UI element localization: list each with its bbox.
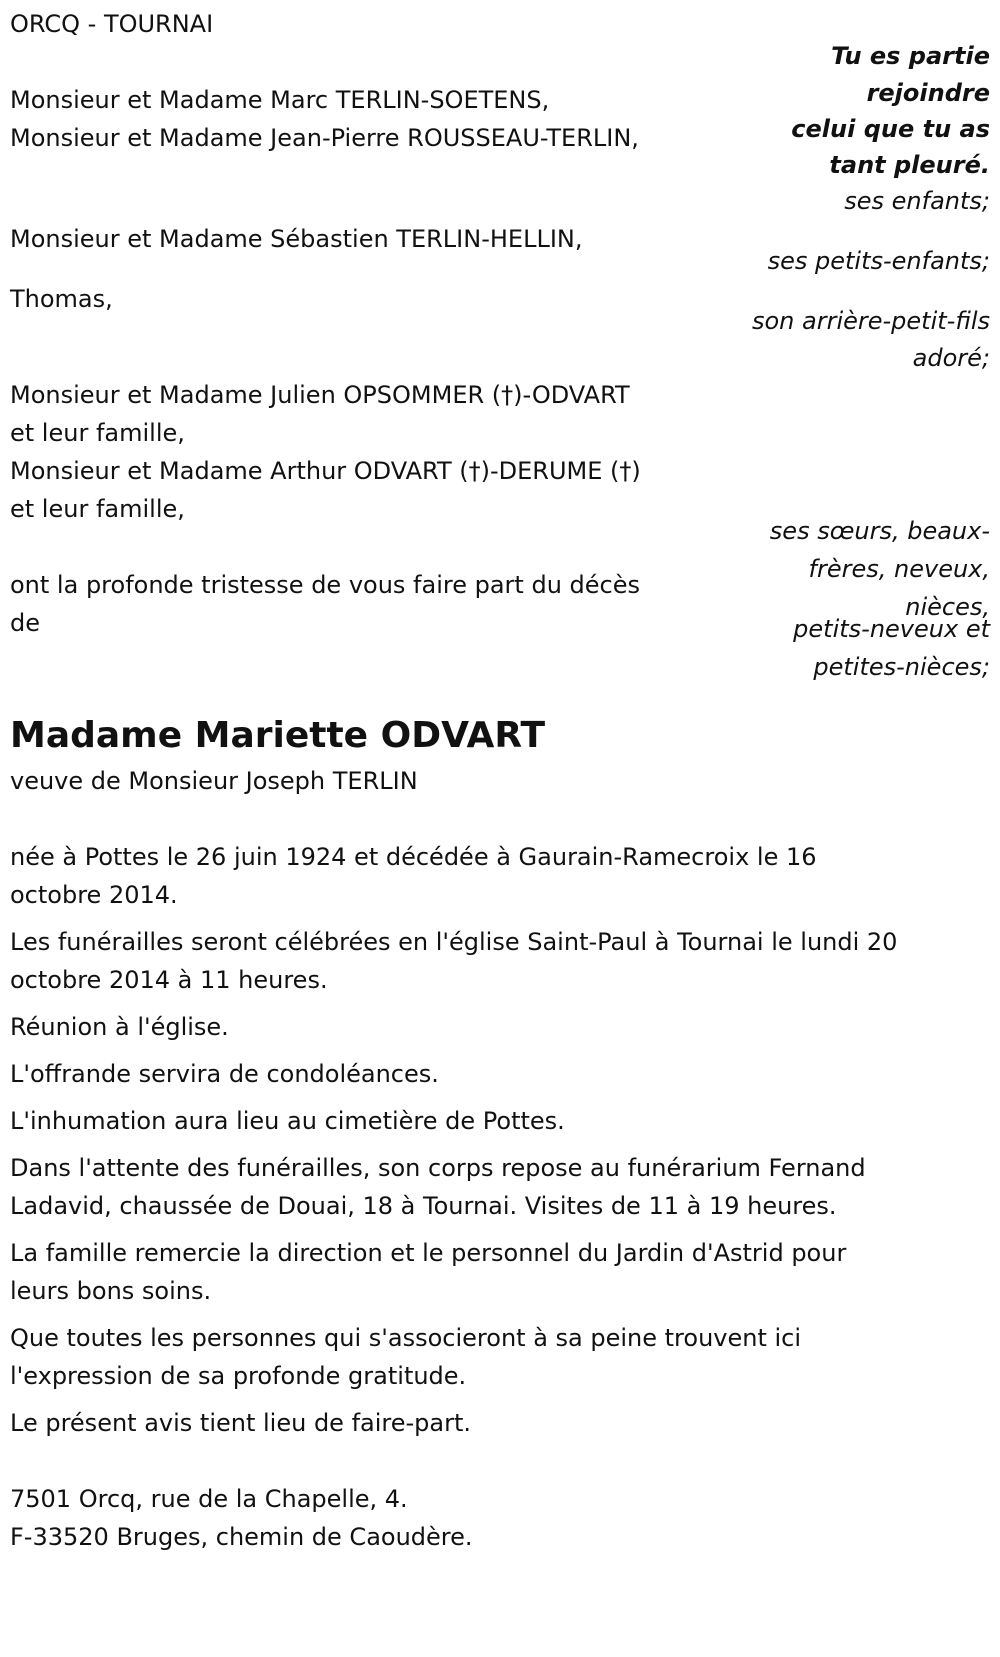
family-grandchildren: Monsieur et Madame Sébastien TERLIN-HELLIN, (10, 225, 583, 253)
announcement-line-2: de (10, 609, 40, 637)
address-1: 7501 Orcq, rue de la Chapelle, 4. (10, 1485, 408, 1513)
widow-of: veuve de Monsieur Joseph TERLIN (10, 767, 418, 795)
family-children-line-2: Monsieur et Madame Jean-Pierre ROUSSEAU-TERLIN, (10, 124, 639, 152)
burial-info: L'inhumation aura lieu au cimetière de Pottes. (10, 1107, 565, 1135)
family-siblings-2-line-1: Monsieur et Madame Arthur ODVART (†)-DERUME (†) (10, 457, 641, 485)
announcement-line-1: ont la profonde tristesse de vous faire part du décès (10, 571, 640, 599)
thanks-line-1: La famille remercie la direction et le personnel du Jardin d'Astrid pour (10, 1239, 847, 1267)
thanks-line-2: leurs bons soins. (10, 1277, 212, 1305)
rest-line-1: Dans l'attente des funérailles, son corps repose au funérarium Fernand (10, 1154, 866, 1182)
gratitude-line-1: Que toutes les personnes qui s'associeront à sa peine trouvent ici (10, 1324, 802, 1352)
meeting-info: Réunion à l'église. (10, 1013, 229, 1041)
family-children-line-1: Monsieur et Madame Marc TERLIN-SOETENS, (10, 86, 550, 114)
siblings-role-line-4: petits-neveux et (793, 615, 990, 643)
family-siblings-1-line-1: Monsieur et Madame Julien OPSOMMER (†)-ODVART (10, 381, 630, 409)
rest-line-2: Ladavid, chaussée de Douai, 18 à Tournai. Visites de 11 à 19 heures. (10, 1192, 837, 1220)
deceased-name: Madame Mariette ODVART (10, 715, 546, 756)
funeral-line-2: octobre 2014 à 11 heures. (10, 966, 328, 994)
family-siblings-2-line-2: et leur famille, (10, 495, 185, 523)
family-great-grandchild: Thomas, (10, 285, 113, 313)
great-grandchild-role-line-2: adoré; (912, 344, 990, 372)
poem-line-3: celui que tu as (791, 115, 990, 143)
family-siblings-1-line-2: et leur famille, (10, 419, 185, 447)
birth-death-line-1: née à Pottes le 26 juin 1924 et décédée à Gaurain-Ramecroix le 16 (10, 843, 817, 871)
poem-line-2: rejoindre (866, 79, 990, 107)
great-grandchild-role-line-1: son arrière-petit-fils (751, 307, 990, 335)
gratitude-line-2: l'expression de sa profonde gratitude. (10, 1362, 467, 1390)
siblings-role-line-3: nièces, (905, 593, 990, 621)
poem-line-4: tant pleuré. (829, 151, 990, 179)
location-header: ORCQ - TOURNAI (10, 10, 214, 38)
poem-line-1: Tu es partie (831, 42, 990, 70)
siblings-role-line-1: ses sœurs, beaux- (769, 517, 990, 545)
funeral-line-1: Les funérailles seront célébrées en l'église Saint-Paul à Tournai le lundi 20 (10, 928, 898, 956)
offering-info: L'offrande servira de condoléances. (10, 1060, 439, 1088)
birth-death-line-2: octobre 2014. (10, 881, 178, 909)
siblings-role-line-2: frères, neveux, (808, 555, 990, 583)
siblings-role-line-5: petites-nièces; (813, 653, 990, 681)
address-2: F-33520 Bruges, chemin de Caoudère. (10, 1523, 473, 1551)
grandchildren-role: ses petits-enfants; (767, 247, 990, 275)
children-role: ses enfants; (844, 187, 990, 215)
notice: Le présent avis tient lieu de faire-part. (10, 1409, 472, 1437)
